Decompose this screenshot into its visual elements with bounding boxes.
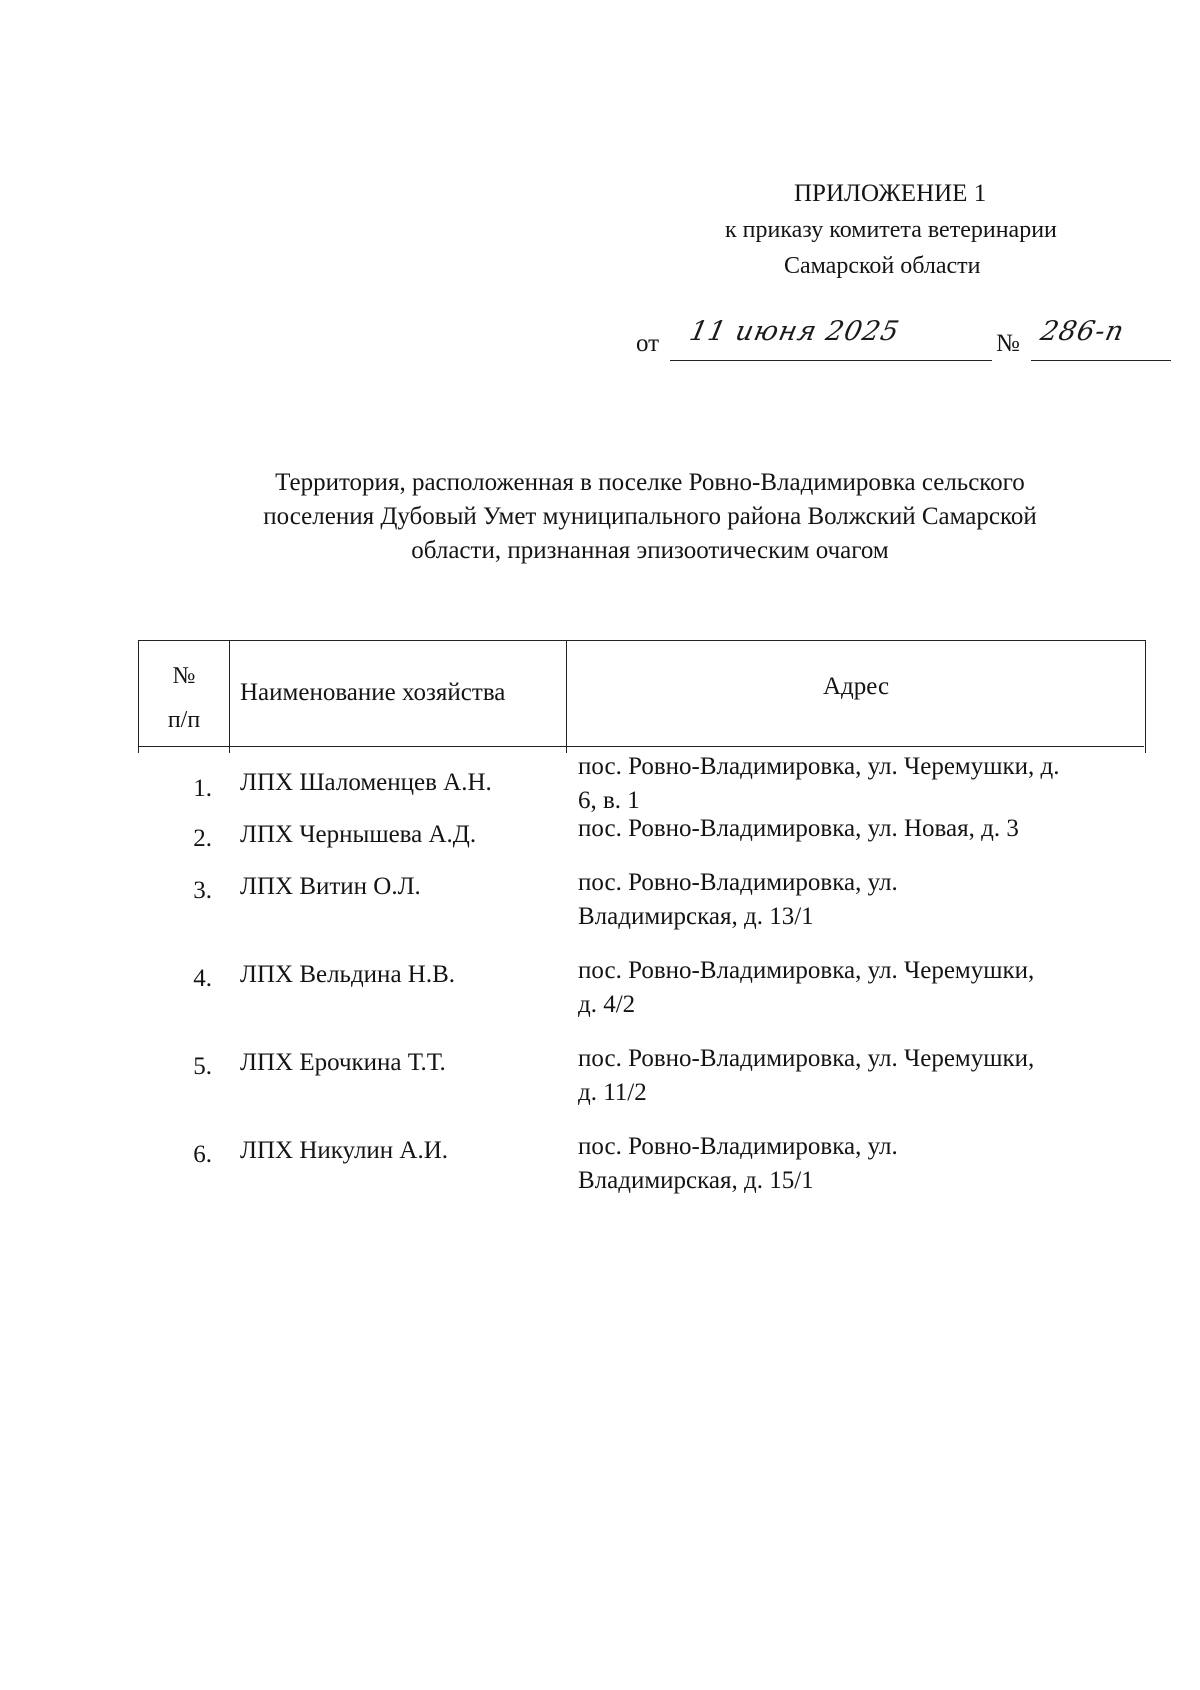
order-line bbox=[636, 318, 1166, 362]
order-number-handwritten: 286-п bbox=[1037, 316, 1128, 347]
order-number-label: № bbox=[996, 330, 1020, 357]
document-title bbox=[180, 466, 1120, 568]
table-header-divider bbox=[138, 746, 1144, 747]
row-address-line: Владимирская, д. 15/1 bbox=[578, 1167, 814, 1194]
order-number-field bbox=[1031, 316, 1171, 361]
row-name: ЛПХ Ерочкина Т.Т. bbox=[240, 1049, 446, 1076]
row-address bbox=[578, 1130, 1128, 1198]
row-name: ЛПХ Витин О.Л. bbox=[240, 873, 421, 900]
row-number: 4. bbox=[193, 965, 212, 992]
row-address-line: пос. Ровно-Владимировка, ул. Черемушки, bbox=[578, 957, 1035, 984]
header-address-label: Адрес bbox=[822, 673, 890, 700]
row-number: 3. bbox=[193, 877, 212, 904]
table-header bbox=[138, 640, 1146, 753]
row-name: ЛПХ Вельдина Н.В. bbox=[240, 961, 456, 988]
appendix-region: Самарской области bbox=[784, 253, 981, 279]
order-from-label: от bbox=[636, 330, 660, 357]
row-name: ЛПХ Никулин А.И. bbox=[240, 1137, 449, 1164]
row-address-line: пос. Ровно-Владимировка, ул. bbox=[578, 1133, 898, 1160]
header-cell-name bbox=[230, 641, 567, 753]
row-number: 1. bbox=[193, 775, 212, 802]
appendix-number: ПРИЛОЖЕНИЕ 1 bbox=[794, 180, 987, 207]
row-address-line: пос. Ровно-Владимировка, ул. Черемушки, bbox=[578, 1045, 1035, 1072]
row-number: 5. bbox=[193, 1053, 212, 1080]
title-line: Территория, расположенная в поселке Ровно-Владимировка сельского bbox=[275, 469, 1025, 496]
row-address bbox=[578, 812, 1128, 846]
header-cell-address bbox=[567, 641, 1145, 753]
header-pp: п/п bbox=[167, 707, 201, 733]
row-address-line: пос. Ровно-Владимировка, ул. bbox=[578, 869, 898, 896]
row-address-line: пос. Ровно-Владимировка, ул. Черемушки, д. bbox=[578, 753, 1060, 780]
row-address bbox=[578, 866, 1128, 934]
row-address bbox=[578, 1042, 1128, 1110]
row-address bbox=[578, 750, 1128, 818]
header-cell-number bbox=[139, 641, 230, 753]
row-number: 2. bbox=[193, 825, 212, 852]
row-address bbox=[578, 954, 1128, 1022]
row-number: 6. bbox=[193, 1141, 212, 1168]
row-address-line: д. 4/2 bbox=[578, 991, 636, 1018]
row-name: ЛПХ Чернышева А.Д. bbox=[240, 821, 477, 848]
order-date-handwritten: 11 июня 2025 bbox=[686, 316, 903, 347]
row-address-line: д. 11/2 bbox=[578, 1079, 647, 1106]
header-number-sign: № bbox=[172, 663, 196, 689]
row-address-line: 6, в. 1 bbox=[578, 787, 640, 814]
header-name-label: Наименование хозяйства bbox=[240, 679, 506, 706]
order-date-field bbox=[670, 316, 992, 361]
appendix-reference: к приказу комитета ветеринарии bbox=[725, 217, 1057, 243]
row-address-line: Владимирская, д. 13/1 bbox=[578, 903, 814, 930]
title-line: поселения Дубовый Умет муниципального района Волжский Самарской bbox=[263, 503, 1037, 530]
title-line: области, признанная эпизоотическим очагом bbox=[411, 537, 889, 564]
appendix-header bbox=[650, 176, 1170, 284]
row-address-line: пос. Ровно-Владимировка, ул. Новая, д. 3 bbox=[578, 815, 1019, 842]
row-name: ЛПХ Шаломенцев А.Н. bbox=[240, 769, 492, 796]
